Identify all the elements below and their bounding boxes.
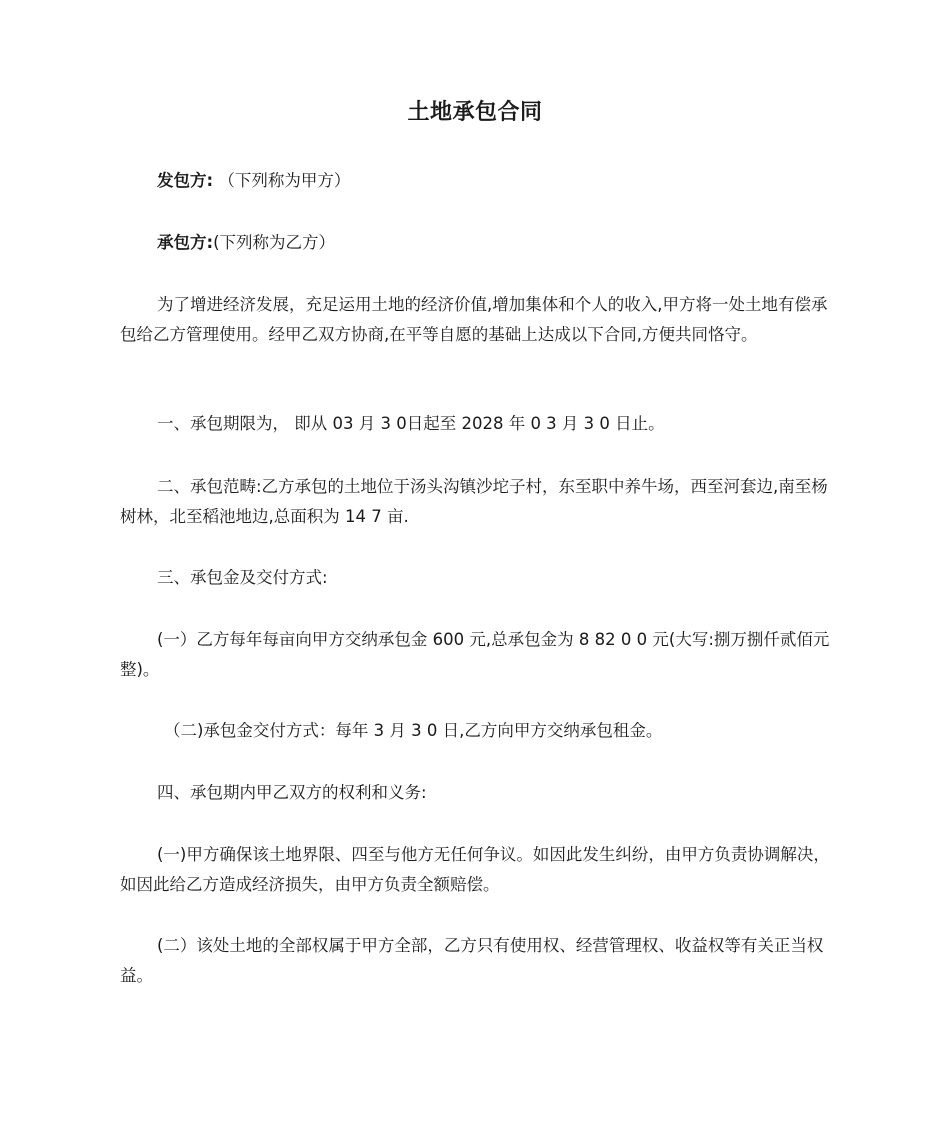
party-b-text: (下列称为乙方） — [213, 233, 336, 252]
clause-3-heading: 三、承包金及交付方式: — [157, 568, 328, 587]
party-a-label: 发包方: — [157, 171, 214, 190]
party-b-label: 承包方: — [157, 233, 214, 252]
clause-3-1-payment: (一）乙方每年每亩向甲方交纳承包金 600 元,总承包金为 8 82 0 0 元(大写:捌万捌仟贰佰元整)。 — [120, 630, 830, 679]
clause-3-2-payment-method: （二)承包金交付方式：每年 3 月 3 0 日,乙方向甲方交纳承包租金。 — [164, 721, 663, 740]
clause-1-term: 一、承包期限为， 即从 03 月 3 0日起至 2028 年 0 3 月 3 0 日止。 — [157, 414, 665, 433]
party-a-line — [120, 166, 830, 196]
clause-4-1-boundary: (一)甲方确保该土地界限、四至与他方无任何争议。如因此发生纠纷，由甲方负责协调解决，如因此给乙方造成经济损失，由甲方负责全额赔偿。 — [120, 845, 830, 894]
clause-4-heading: 四、承包期内甲乙双方的权利和义务: — [157, 783, 427, 802]
party-a-text: （下列称为甲方） — [218, 171, 351, 190]
intro-paragraph: 为了增进经济发展，充足运用土地的经济价值,增加集体和个人的收入,甲方将一处土地有偿承包给乙方管理使用。经甲乙双方协商,在平等自愿的基础上达成以下合同,方便共同恪守。 — [120, 295, 828, 344]
clause-2-scope: 二、承包范畴:乙方承包的土地位于汤头沟镇沙坨子村，东至职中养牛场，西至河套边,南至杨树林，北至稻池地边,总面积为 14 7 亩. — [120, 477, 828, 526]
party-b-line — [120, 228, 830, 258]
clause-4-2-ownership: (二）该处土地的全部权属于甲方全部，乙方只有使用权、经营管理权、收益权等有关正当权益。 — [120, 936, 824, 985]
document-title: 土地承包合同 — [407, 100, 543, 125]
